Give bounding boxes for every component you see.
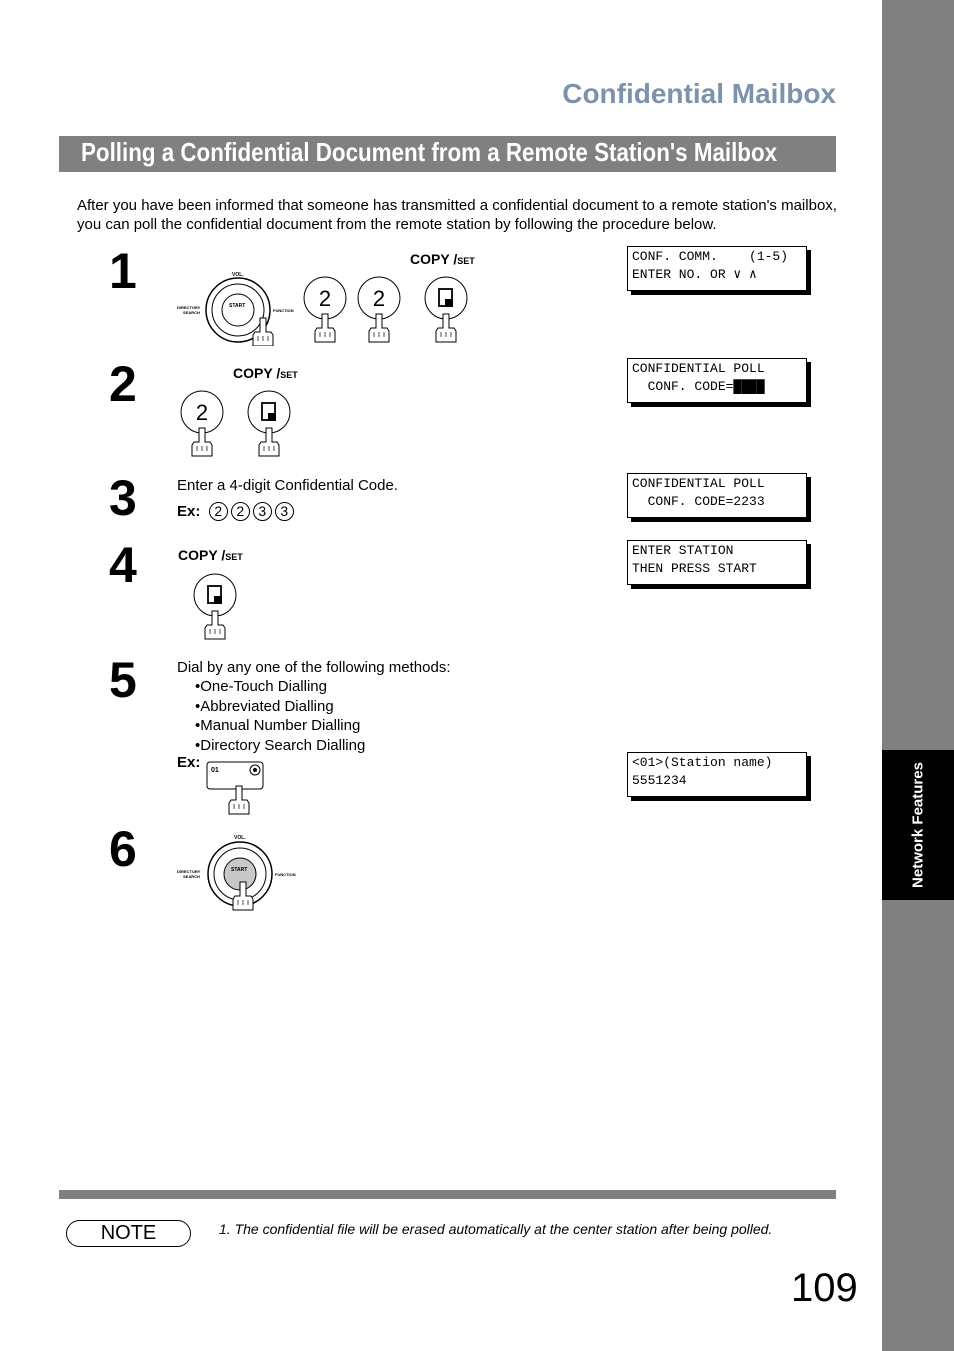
- digit-2-key[interactable]: [354, 272, 414, 344]
- lcd-display-step-1: CONF. COMM. (1-5) ENTER NO. OR ∨ ∧: [627, 246, 807, 291]
- page-title: Polling a Confidential Document from a Remote Station's Mailbox: [81, 137, 778, 167]
- dial-search-label: SEARCH: [183, 310, 200, 315]
- list-item: •One-Touch Dialling: [195, 678, 327, 695]
- step-1-number: 1: [109, 243, 137, 299]
- lcd-display-step-4: ENTER STATION THEN PRESS START: [627, 540, 807, 585]
- list-item: •Directory Search Dialling: [195, 736, 366, 754]
- bottom-rule: [59, 1190, 836, 1199]
- section-title: Confidential Mailbox: [562, 78, 836, 109]
- dial-vol-label: VOL.: [232, 272, 244, 278]
- digit-key: 2: [231, 502, 250, 521]
- dial-function-label: FUNCTION: [275, 872, 296, 877]
- dial-start-label: START: [229, 303, 246, 309]
- control-dial-icon: [175, 266, 305, 346]
- example-label: Ex:: [177, 754, 201, 771]
- svg-text:2: 2: [195, 400, 209, 425]
- copy-set-key[interactable]: [420, 272, 480, 344]
- dialling-methods-list: [195, 677, 365, 755]
- side-bar: [882, 0, 954, 1351]
- copy-set-label: COPY /SET: [233, 365, 298, 381]
- copy-icon: [208, 586, 222, 604]
- list-item: •Manual Number Dialling: [195, 717, 361, 734]
- side-tab[interactable]: [882, 750, 954, 900]
- note-text: 1. The confidential file will be erased automatically at the center station after being polled.: [219, 1221, 773, 1237]
- svg-text:2: 2: [318, 286, 332, 311]
- digit-2-key[interactable]: [177, 386, 237, 458]
- copy-set-label: COPY /SET: [410, 251, 475, 267]
- step-2-number: 2: [109, 356, 137, 412]
- start-button-dial-icon[interactable]: [175, 830, 305, 914]
- dial-function-label: FUNCTION: [273, 308, 294, 313]
- note-label: NOTE: [66, 1220, 191, 1247]
- digit-key: 3: [275, 502, 294, 521]
- title-bar: [59, 136, 836, 172]
- step-4-number: 4: [109, 537, 137, 593]
- step-5-text: Dial by any one of the following methods:: [177, 659, 451, 676]
- intro-paragraph: After you have been informed that someone has transmitted a confidential document to a remote station's mailbox, you can poll the confidential document from the remote station by following the procedure below.: [77, 197, 837, 233]
- copy-set-key[interactable]: [189, 569, 249, 641]
- lcd-display-step-2: CONFIDENTIAL POLL CONF. CODE=████: [627, 358, 807, 403]
- copy-icon: [262, 403, 276, 421]
- example-label: Ex:: [177, 503, 201, 520]
- digit-key: 3: [253, 502, 272, 521]
- digit-key: 2: [209, 502, 228, 521]
- dial-start-label: START: [231, 867, 248, 873]
- copy-set-key[interactable]: [243, 386, 303, 458]
- dial-directory-label: DIRECTORY: [177, 869, 201, 874]
- dial-search-label: SEARCH: [183, 874, 200, 879]
- one-touch-label: 01: [211, 767, 219, 774]
- lcd-display-step-5: <01>(Station name) 5551234: [627, 752, 807, 797]
- svg-text:2: 2: [372, 286, 386, 311]
- one-touch-key[interactable]: [205, 760, 267, 816]
- step-6-number: 6: [109, 821, 137, 877]
- copy-icon: [439, 289, 453, 307]
- side-tab-label: Network Features: [909, 762, 927, 888]
- lcd-display-step-3: CONFIDENTIAL POLL CONF. CODE=2233: [627, 473, 807, 518]
- step-3-number: 3: [109, 470, 137, 526]
- page-number: 109: [791, 1266, 858, 1310]
- list-item: •Abbreviated Dialling: [195, 697, 334, 715]
- step-3-example: [177, 502, 297, 521]
- step-5-number: 5: [109, 652, 137, 708]
- step-3-text: Enter a 4-digit Confidential Code.: [177, 477, 398, 494]
- dial-directory-label: DIRECTORY: [177, 305, 201, 310]
- digit-2-key[interactable]: [300, 272, 360, 344]
- dial-vol-label: VOL.: [234, 835, 246, 841]
- copy-set-label: COPY /SET: [178, 547, 243, 563]
